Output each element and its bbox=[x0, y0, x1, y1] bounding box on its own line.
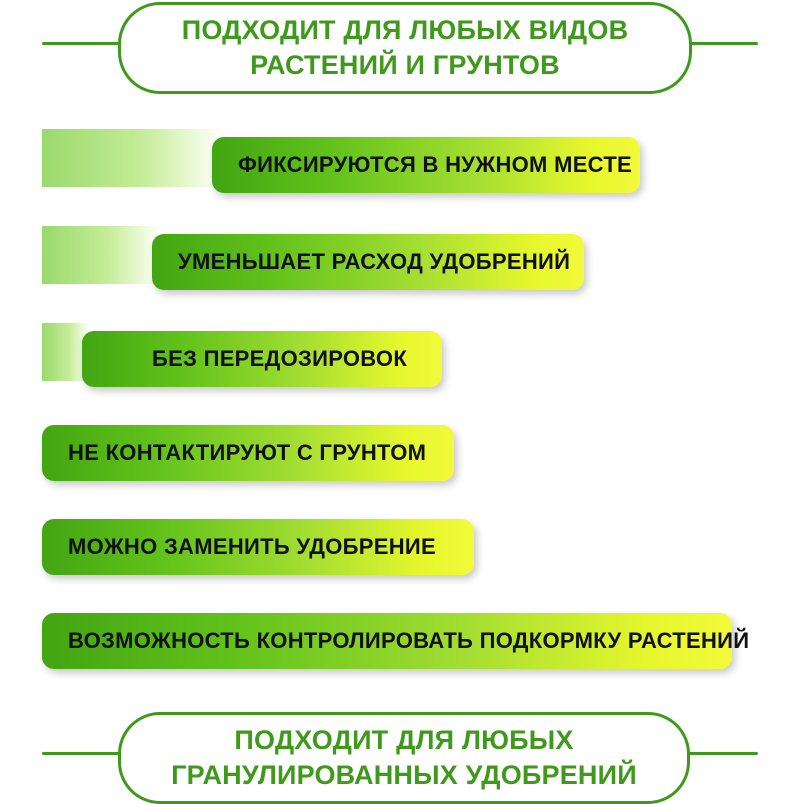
feature-label: УМЕНЬШАЕТ РАСХОД УДОБРЕНИЙ bbox=[178, 249, 571, 274]
feature-bar-6 bbox=[42, 613, 750, 669]
feature-band-1 bbox=[42, 129, 222, 187]
footer-rule-left bbox=[42, 752, 122, 755]
feature-bar-3 bbox=[82, 331, 442, 387]
feature-label: МОЖНО ЗАМЕНИТЬ УДОБРЕНИЕ bbox=[68, 534, 436, 559]
footer-text: ПОДХОДИТ ДЛЯ ЛЮБЫХ ГРАНУЛИРОВАННЫХ УДОБРЕНИЙ bbox=[171, 725, 637, 790]
feature-label: БЕЗ ПЕРЕДОЗИРОВОК bbox=[152, 346, 408, 371]
feature-label: ВОЗМОЖНОСТЬ КОНТРОЛИРОВАТЬ ПОДКОРМКУ РАСТЕНИЙ bbox=[68, 628, 750, 653]
feature-bar-1 bbox=[212, 137, 640, 193]
feature-bar-2 bbox=[152, 234, 584, 290]
header-text: ПОДХОДИТ ДЛЯ ЛЮБЫХ ВИДОВ РАСТЕНИЙ И ГРУНТОВ bbox=[181, 15, 629, 80]
feature-label: ФИКСИРУЮТСЯ В НУЖНОМ МЕСТЕ bbox=[238, 152, 633, 177]
feature-bar-5 bbox=[42, 519, 474, 575]
footer-pill bbox=[118, 712, 690, 804]
feature-band-2 bbox=[42, 226, 160, 284]
header-pill bbox=[118, 2, 692, 94]
feature-bar-4 bbox=[42, 425, 454, 481]
header-rule-right bbox=[688, 42, 758, 45]
feature-label: НЕ КОНТАКТИРУЮТ С ГРУНТОМ bbox=[68, 440, 427, 465]
footer-rule-right bbox=[686, 752, 758, 755]
header-rule-left bbox=[42, 42, 122, 45]
